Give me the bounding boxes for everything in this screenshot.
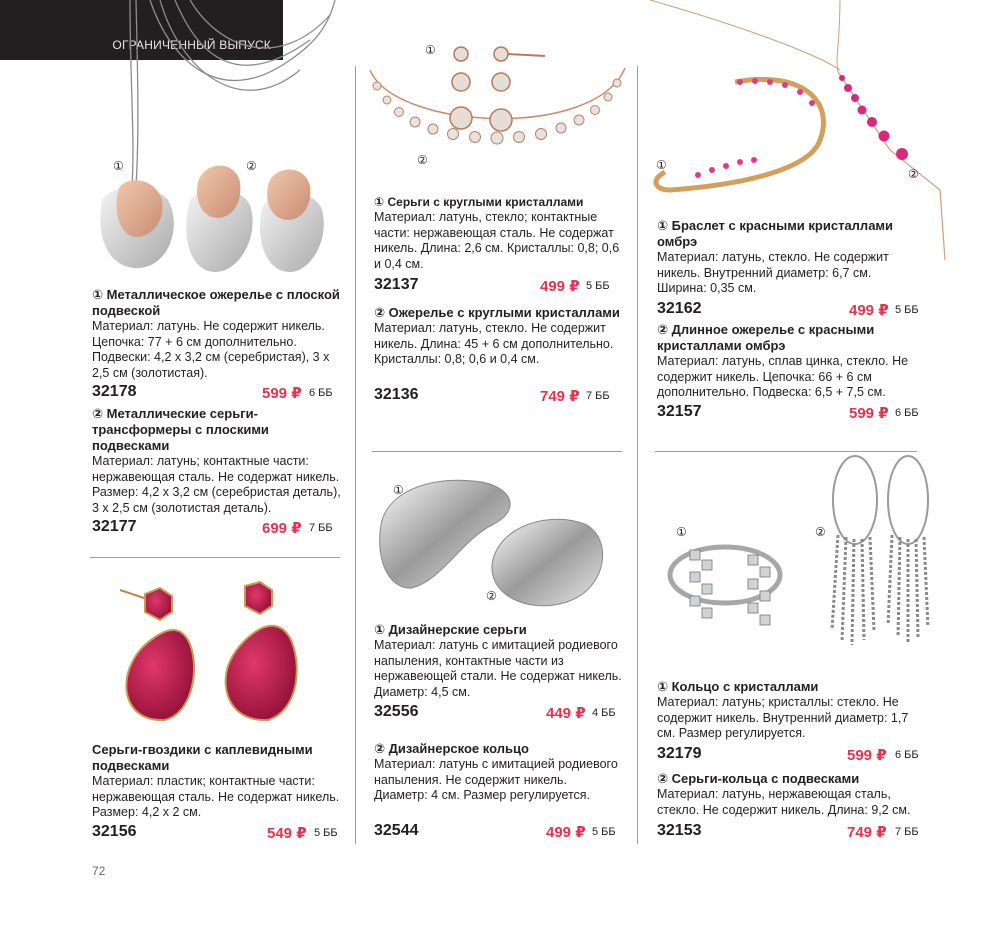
callout-1-crystal-earrings: ① xyxy=(425,43,436,57)
product-title: ② Серьги-кольца с подвесками xyxy=(657,771,860,786)
product-32162 xyxy=(657,218,917,297)
product-description: Материал: латунь, стекло; контактные части: нержавеющая сталь. Не содержат никель. Длина: 2,6 см. Кристаллы: 0,8; 0,6 и 0,4 см. xyxy=(374,210,620,271)
product-bonus-points: 4 ББ xyxy=(592,707,616,719)
row-divider-left xyxy=(90,557,340,558)
callout-2-long-necklace: ② xyxy=(908,167,919,181)
product-32153 xyxy=(657,771,919,818)
product-price: 599 ₽ xyxy=(849,405,889,422)
product-code: 32177 xyxy=(92,518,137,535)
product-code: 32178 xyxy=(92,383,137,400)
product-code: 32153 xyxy=(657,822,702,839)
product-price: 499 ₽ xyxy=(546,824,586,841)
product-32153-price-row xyxy=(657,822,919,842)
product-price: 599 ₽ xyxy=(262,385,302,402)
product-32157-price-row xyxy=(657,403,919,423)
product-32136 xyxy=(374,305,624,368)
product-description: Материал: пластик; контактные части: нержавеющая сталь. Не содержат никель. Размер: 4,2 x 2 см. xyxy=(92,774,340,819)
product-price: 599 ₽ xyxy=(847,747,887,764)
page-number: 72 xyxy=(92,864,106,878)
product-bonus-points: 6 ББ xyxy=(309,387,333,399)
product-description: Материал: латунь с имитацией родиевого напыления, контактные части из нержавеющей стали. Не содержат никель. Диаметр: 4,5 см. xyxy=(374,638,622,699)
callout-1-crystal-ring: ① xyxy=(676,525,687,539)
product-price: 499 ₽ xyxy=(540,278,580,295)
product-price: 499 ₽ xyxy=(849,302,889,319)
product-32156 xyxy=(92,742,342,821)
row-divider-right xyxy=(655,451,917,452)
product-price: 749 ₽ xyxy=(540,388,580,405)
product-code: 32137 xyxy=(374,276,419,293)
callout-2-earrings: ② xyxy=(246,159,257,173)
banner-label: ОГРАНИЧЕННЫЙ ВЫПУСК xyxy=(112,38,271,52)
product-32156-price-row xyxy=(92,823,342,843)
product-price: 449 ₽ xyxy=(546,705,586,722)
product-bonus-points: 5 ББ xyxy=(592,826,616,838)
product-32157 xyxy=(657,322,919,401)
product-description: Материал: латунь. Не содержит никель. Цепочка: 77 + 6 см дополнительно. Подвески: 4,2 x 3,2 см (серебристая), 3 x 2,5 см (золотистая). xyxy=(92,319,330,380)
product-price: 699 ₽ xyxy=(262,520,302,537)
product-bonus-points: 5 ББ xyxy=(586,280,610,292)
product-bonus-points: 7 ББ xyxy=(895,826,919,838)
product-bonus-points: 6 ББ xyxy=(895,749,919,761)
row-divider-middle xyxy=(372,451,622,452)
product-title: ① Серьги с круглыми кристаллами xyxy=(374,195,584,209)
crystal-necklace-image xyxy=(365,40,630,170)
product-title: ② Дизайнерское кольцо xyxy=(374,741,529,756)
callout-1-necklace: ① xyxy=(113,159,124,173)
product-32179-price-row xyxy=(657,745,919,765)
product-32179 xyxy=(657,679,919,742)
product-title: ① Дизайнерские серьги xyxy=(374,622,527,637)
designer-earrings-ring-image xyxy=(372,470,622,620)
product-price: 549 ₽ xyxy=(267,825,307,842)
product-bonus-points: 5 ББ xyxy=(895,304,919,316)
callout-2-crystal-necklace: ② xyxy=(417,153,428,167)
product-title: ① Металлическое ожерелье с плоской подвеской xyxy=(92,287,340,318)
product-bonus-points: 7 ББ xyxy=(309,522,333,534)
product-price: 749 ₽ xyxy=(847,824,887,841)
product-bonus-points: 7 ББ xyxy=(586,390,610,402)
product-description: Материал: латунь с имитацией родиевого напыления. Не содержит никель. Диаметр: 4 см. Размер регулируется. xyxy=(374,757,618,802)
product-32137 xyxy=(374,194,624,272)
product-title: Серьги-гвоздики с каплевидными подвесками xyxy=(92,742,313,773)
callout-1-bracelet: ① xyxy=(656,158,667,172)
product-32556 xyxy=(374,622,624,700)
callout-1-designer-earrings: ① xyxy=(393,483,404,497)
metal-necklace-image xyxy=(90,0,340,280)
product-32177 xyxy=(92,406,342,516)
product-description: Материал: латунь; кристаллы: стекло. Не содержит никель. Внутренний диаметр: 1,7 см. Размер регулируется. xyxy=(657,695,909,740)
pink-drop-earrings-image xyxy=(110,582,330,732)
product-code: 32136 xyxy=(374,386,419,403)
product-title: ② Длинное ожерелье с красными кристаллами омбрэ xyxy=(657,322,875,353)
callout-2-designer-ring: ② xyxy=(486,589,497,603)
product-code: 32179 xyxy=(657,745,702,762)
product-32556-price-row xyxy=(374,703,624,723)
product-title: ② Металлические серьги-трансформеры с плоскими подвесками xyxy=(92,406,269,453)
product-32544 xyxy=(374,741,624,804)
product-32137-price-row xyxy=(374,276,624,296)
product-description: Материал: латунь, стекло. Не содержит никель. Длина: 45 + 6 см дополнительно. Кристаллы: 0,8; 0,6 и 0,4 см. xyxy=(374,321,614,366)
product-description: Материал: латунь, стекло. Не содержит никель. Внутренний диаметр: 6,7 см. Ширина: 0,35 см. xyxy=(657,250,889,295)
product-code: 32556 xyxy=(374,703,419,720)
product-32177-price-row xyxy=(92,518,342,538)
product-title: ② Ожерелье с круглыми кристаллами xyxy=(374,305,620,320)
column-divider-1 xyxy=(355,66,356,844)
product-code: 32162 xyxy=(657,300,702,317)
product-description: Материал: латунь, нержавеющая сталь, стекло. Не содержит никель. Длина: 9,2 см. xyxy=(657,787,911,817)
callout-2-hoop-earrings: ② xyxy=(815,525,826,539)
product-32178 xyxy=(92,287,342,381)
product-description: Материал: латунь, сплав цинка, стекло. Не содержит никель. Цепочка: 66 + 6 см дополнительно. Подвеска: 6,5 + 7,5 см. xyxy=(657,354,909,399)
product-bonus-points: 6 ББ xyxy=(895,407,919,419)
product-32178-price-row xyxy=(92,383,342,403)
product-description: Материал: латунь; контактные части: нержавеющая сталь. Не содержат никель. Размер: 4,2 x 3,2 см (серебристая деталь), 3 x 2,5 см (золотистая деталь). xyxy=(92,454,341,515)
crystal-ring-hoop-earrings-image xyxy=(660,455,950,680)
product-32544-price-row xyxy=(374,822,624,842)
product-code: 32544 xyxy=(374,822,419,839)
product-32162-price-row xyxy=(657,300,919,320)
product-title: ① Браслет с красными кристаллами омбрэ xyxy=(657,218,894,249)
product-code: 32156 xyxy=(92,823,137,840)
product-code: 32157 xyxy=(657,403,702,420)
product-bonus-points: 5 ББ xyxy=(314,827,338,839)
product-32136-price-row xyxy=(374,386,624,406)
product-title: ① Кольцо с кристаллами xyxy=(657,679,819,694)
column-divider-2 xyxy=(637,66,638,844)
